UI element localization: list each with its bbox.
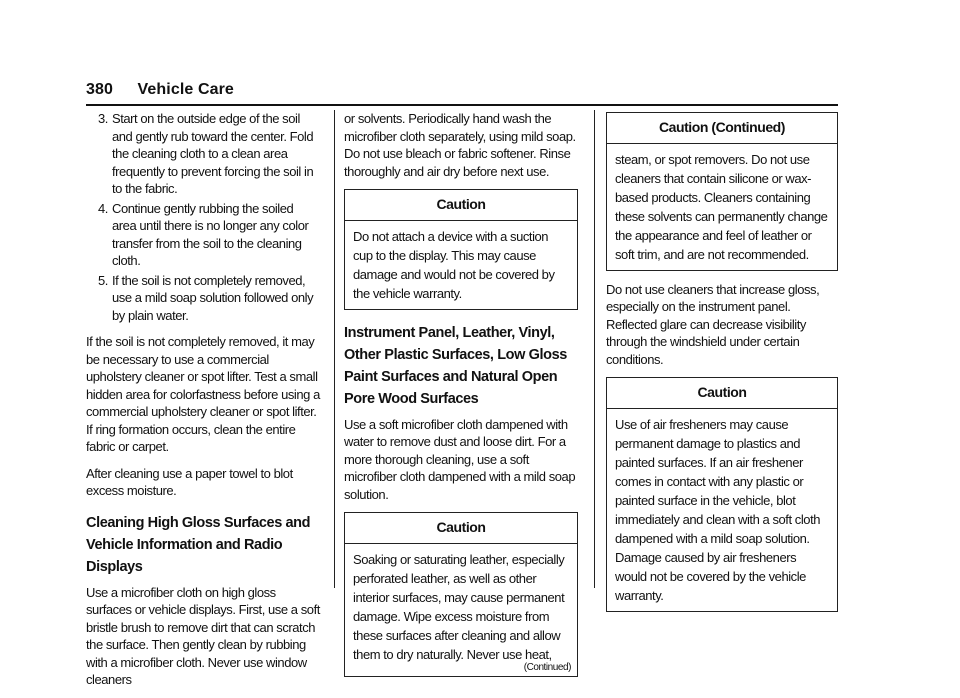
column-left [86,110,320,698]
section-heading: Instrument Panel, Leather, Vinyl, Other Plastic Surfaces, Low Gloss Paint Surfaces and Natural Open Pore Wood Surfaces [344,324,567,407]
column-middle [344,110,578,687]
caution-text: Do not attach a device with a suction cup to the display. This may cause damage and would not be covered by the vehicle warranty. [353,228,555,301]
step-number: 4. [98,200,108,216]
list-item [86,200,320,270]
step-text: If the soil is not completely removed, use a mild soap solution followed only by plain water. [112,272,314,323]
caution-text: steam, or spot removers. Do not use cleaners that contain silicone or wax-based products. Cleaners containing these solvents can permanently change the appearance and feel of leather or soft trim, and are not recommended. [615,151,828,262]
page-number: 380 [86,81,113,98]
paragraph: Do not use cleaners that increase gloss, especially on the instrument panel. Reflected glare can decrease visibility through the windshield under certain conditions. [606,281,820,367]
column-divider [594,110,595,588]
paragraph: Use a soft microfiber cloth dampened with water to remove dust and loose dirt. For a more thorough cleaning, use a soft microfiber cloth dampened with a mild soap solution. [344,416,576,502]
caution-title: Caution [345,513,577,544]
section-heading: Cleaning High Gloss Surfaces and Vehicle Information and Radio Displays [86,514,311,575]
step-list [86,110,320,324]
step-text: Start on the outside edge of the soil and gently rub toward the center. Fold the cleaning cloth to a clean area frequently to prevent forcing the soil in to the fabric. [112,111,314,196]
paragraph: or solvents. Periodically hand wash the microfiber cloth separately, using mild soap. Do not use bleach or fabric softener. Rinse thoroughly and air dry before next use. [344,111,576,179]
paragraph: If the soil is not completely removed, it may be necessary to use a commercial upholstery cleaner or spot lifter. Test a small hidden area for colorfastness before using a commercial upholstery cleaner or spot lifter. If ring formation occurs, clean the entire fabric or carpet. [86,334,320,454]
list-item [86,110,320,198]
continued-label: (Continued) [523,661,571,673]
step-text: Continue gently rubbing the soiled area until there is no longer any color transfer from the soil to the cleaning cloth. [112,200,309,268]
caution-box [606,377,838,612]
step-number: 5. [98,272,108,288]
section-title: Vehicle Care [137,81,234,98]
caution-box [344,189,578,310]
column-right [606,110,838,622]
caution-box [344,512,578,677]
list-item [86,272,320,325]
step-number: 3. [98,111,108,126]
caution-title: Caution [345,190,577,221]
caution-title: Caution (Continued) [607,113,837,144]
caution-box [606,112,838,271]
paragraph: Use a microfiber cloth on high gloss surfaces or vehicle displays. First, use a soft bristle brush to remove dirt that can scratch the surface. Then gently clean by rubbing with a microfiber cloth. Never use window cleaners [86,584,320,687]
caution-text: Use of air fresheners may cause permanent damage to plastics and painted surfaces. If an air freshener comes in contact with any plastic or painted surface in the vehicle, blot immediately and clean with a soft cloth dampened with a mild soap solution. Damage caused by air fresheners would not be covered by the vehicle warranty. [615,416,821,603]
header-rule [86,104,838,106]
column-divider [334,110,335,588]
page-header [86,81,234,99]
caution-title: Caution [607,378,837,409]
caution-text: Soaking or saturating leather, especially perforated leather, as well as other interior surfaces, may cause permanent damage. Wipe excess moisture from these surfaces after cleaning and allow them to dry naturally. Never use heat, [353,551,565,662]
paragraph: After cleaning use a paper towel to blot excess moisture. [86,465,293,498]
